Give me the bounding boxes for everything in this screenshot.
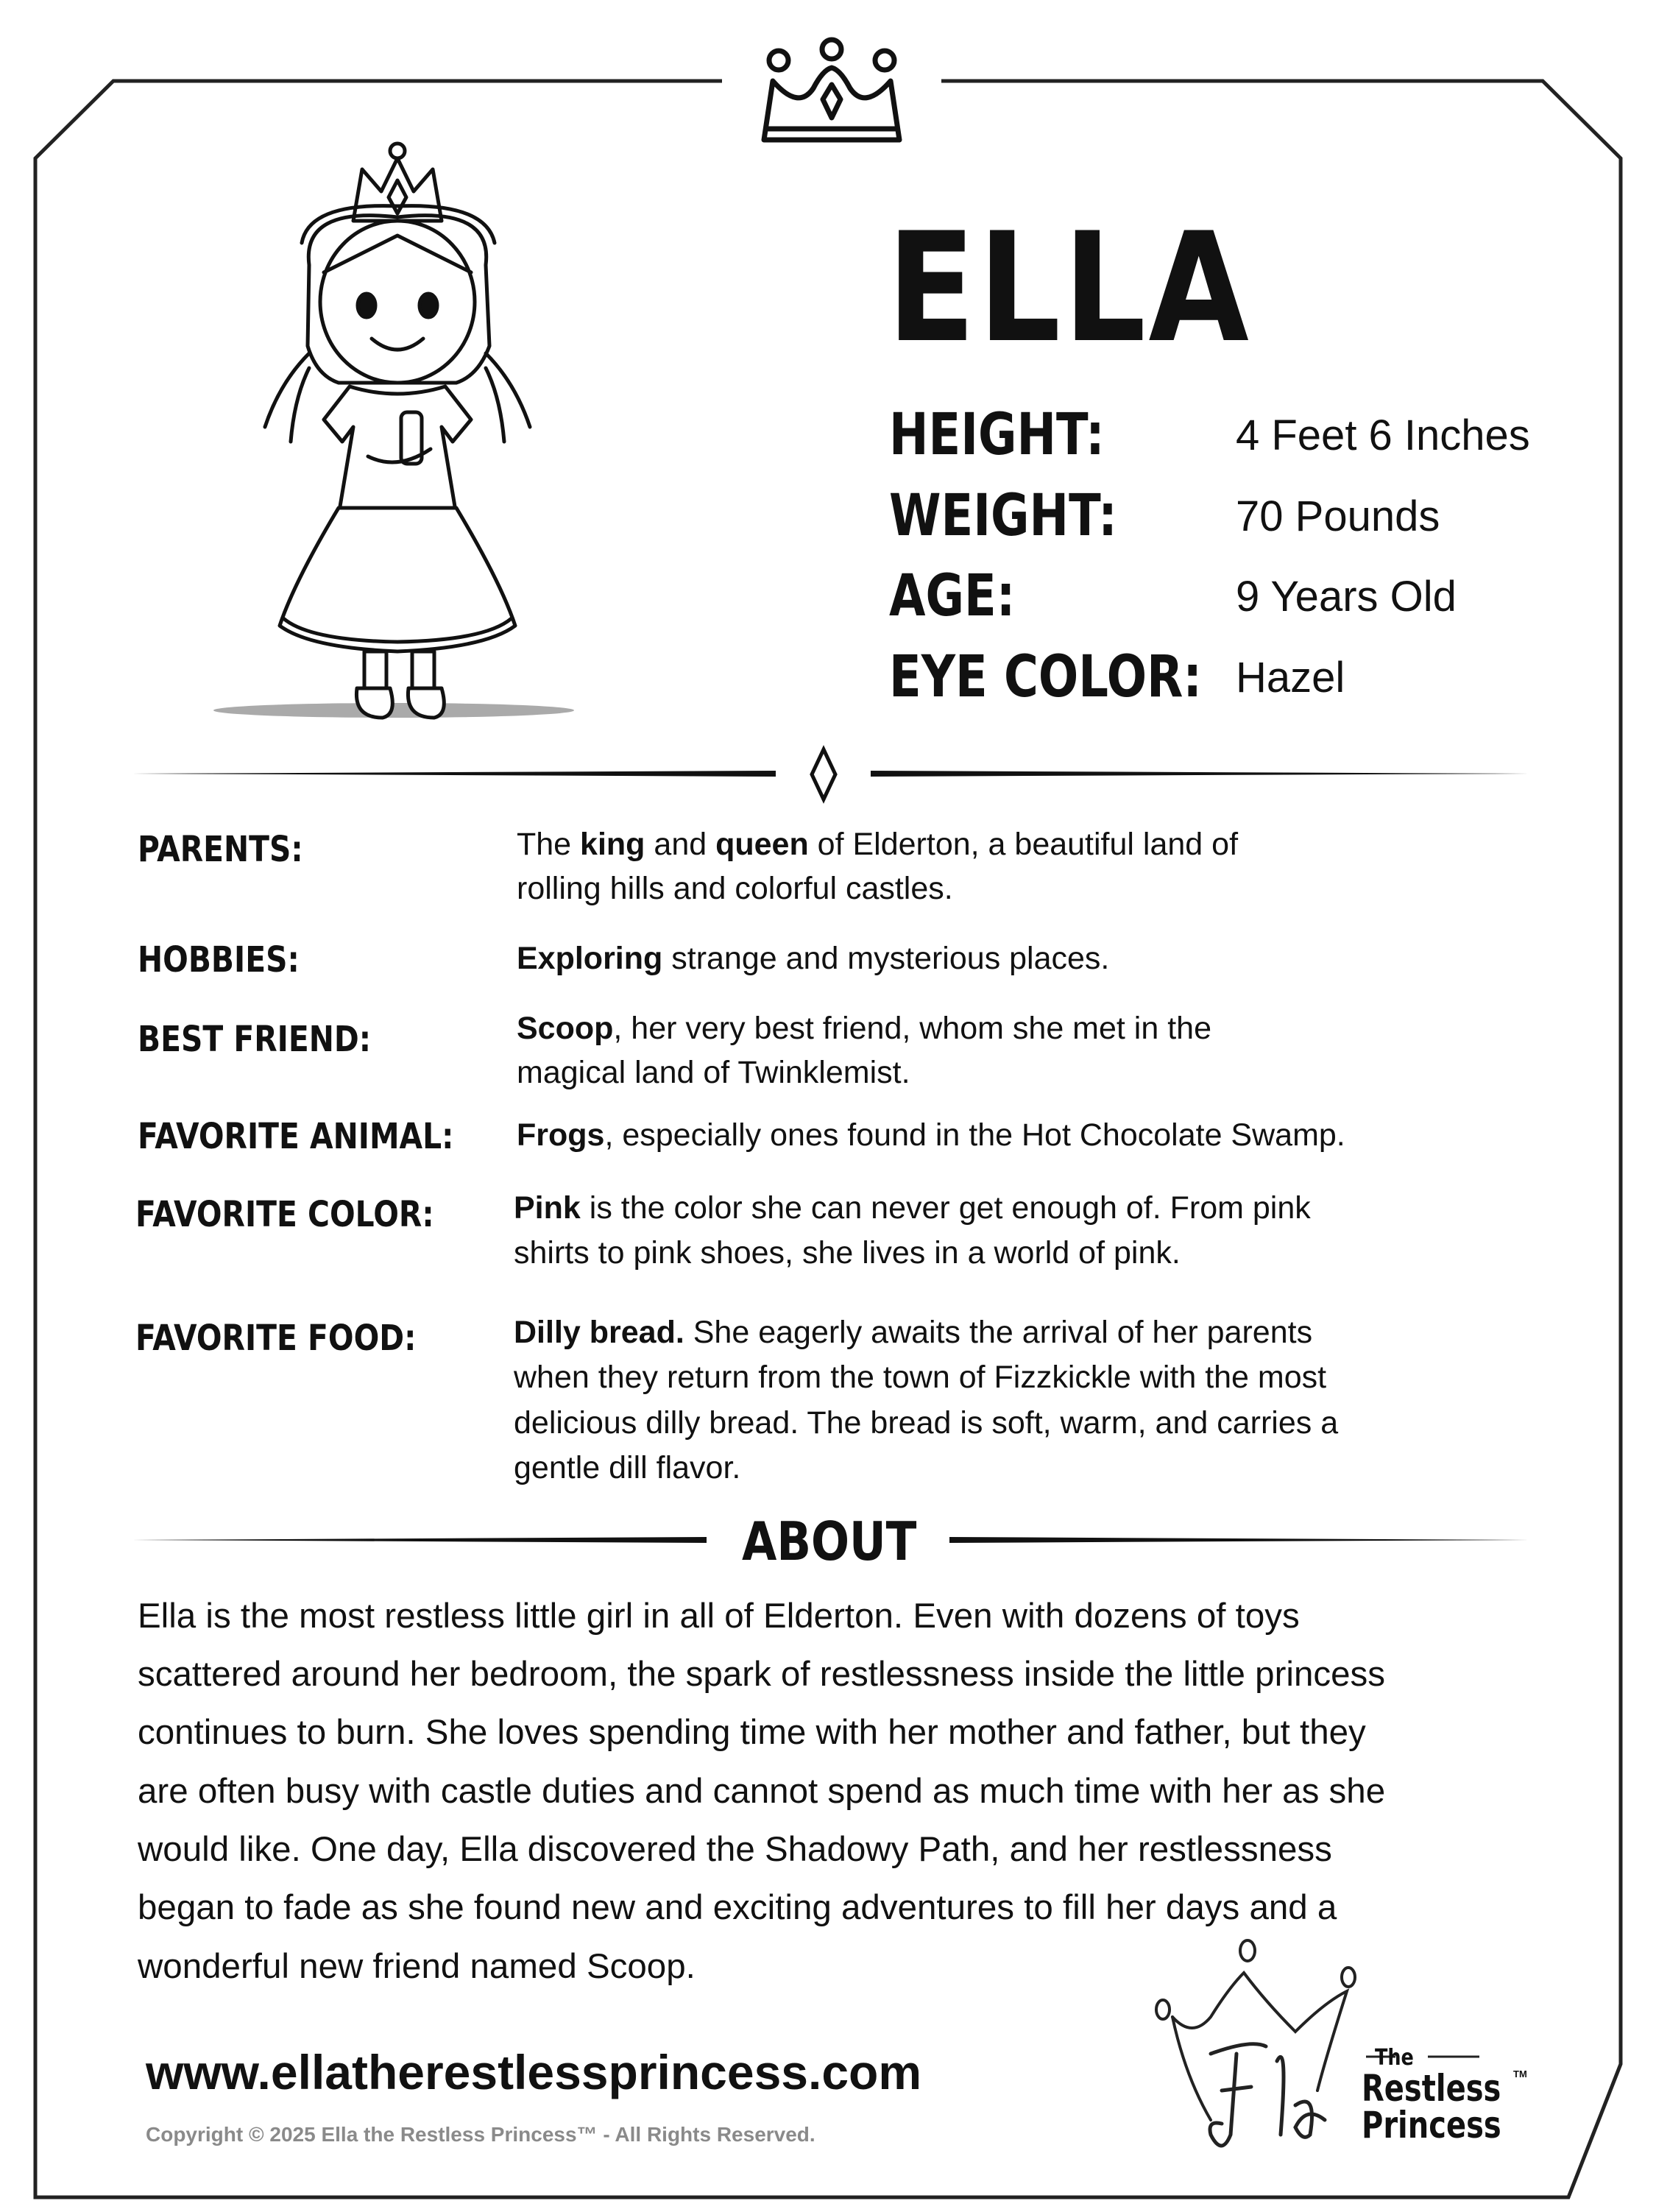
logo-restless: Restless — [1362, 2067, 1501, 2110]
page-title: ELLA — [887, 201, 1252, 376]
princess-illustration — [213, 144, 574, 718]
logo-script-ella — [1210, 2044, 1325, 2146]
label-hobbies: HOBBIES: — [138, 939, 300, 980]
logo-trademark: TM — [1513, 2068, 1527, 2080]
crown-icon — [764, 40, 899, 140]
value-favorite-food-line3: delicious dilly bread. The bread is soft, warm, and carries a — [514, 1405, 1339, 1441]
label-parents: PARENTS: — [138, 829, 303, 870]
stat-value-eye-color: Hazel — [1236, 654, 1345, 702]
label-best-friend: BEST FRIEND: — [138, 1019, 372, 1060]
value-best-friend: Scoop, her very best friend, whom she met in the — [517, 1011, 1211, 1046]
about-line: Ella is the most restless little girl in all of Elderton. Even with dozens of toys — [138, 1597, 1300, 1636]
about-line: began to fade as she found new and exciting adventures to fill her days and a — [138, 1888, 1337, 1927]
label-favorite-color: FAVORITE COLOR: — [135, 1194, 434, 1235]
about-line: are often busy with castle duties and cannot spend as much time with her as she — [138, 1772, 1386, 1811]
copyright-text: Copyright © 2025 Ella the Restless Princess™ - All Rights Reserved. — [146, 2123, 815, 2146]
website-link[interactable]: www.ellatherestlessprincess.com — [146, 2045, 922, 2099]
logo-the: The — [1375, 2045, 1414, 2071]
value-favorite-color: Pink is the color she can never get enough of. From pink — [514, 1190, 1311, 1226]
value-favorite-food: Dilly bread. She eagerly awaits the arrival of her parents — [514, 1315, 1313, 1350]
stat-value-age: 9 Years Old — [1236, 573, 1457, 621]
stat-value-weight: 70 Pounds — [1236, 492, 1440, 540]
about-line: continues to burn. She loves spending time with her mother and father, but they — [138, 1713, 1366, 1752]
divider-top — [132, 749, 1529, 799]
value-parents: The king and queen of Elderton, a beautiful land of — [517, 827, 1239, 862]
about-heading: ABOUT — [742, 1510, 917, 1572]
about-line: scattered around her bedroom, the spark of restlessness inside the little princess — [138, 1655, 1386, 1694]
logo-princess: Princess — [1362, 2104, 1501, 2146]
value-favorite-color-line2: shirts to pink shoes, she lives in a world of pink. — [514, 1235, 1181, 1271]
stat-value-height: 4 Feet 6 Inches — [1236, 411, 1530, 459]
label-favorite-food: FAVORITE FOOD: — [135, 1318, 417, 1359]
label-favorite-animal: FAVORITE ANIMAL: — [138, 1116, 454, 1157]
stat-label-weight: WEIGHT: — [889, 483, 1117, 549]
stat-label-age: AGE: — [889, 563, 1016, 629]
value-parents-line2: rolling hills and colorful castles. — [517, 871, 953, 906]
value-favorite-food-line4: gentle dill flavor. — [514, 1450, 741, 1485]
value-favorite-animal: Frogs, especially ones found in the Hot Chocolate Swamp. — [517, 1117, 1345, 1153]
value-hobbies: Exploring strange and mysterious places. — [517, 941, 1110, 976]
value-favorite-food-line2: when they return from the town of Fizzkickle with the most — [514, 1360, 1327, 1395]
stat-label-eye-color: EYE COLOR: — [889, 644, 1202, 710]
value-best-friend-line2: magical land of Twinklemist. — [517, 1055, 910, 1090]
about-line: wonderful new friend named Scoop. — [138, 1947, 696, 1986]
logo-crown-icon — [1156, 1940, 1355, 2120]
about-line: would like. One day, Ella discovered the Shadowy Path, and her restlessness — [138, 1830, 1332, 1869]
stat-label-height: HEIGHT: — [889, 402, 1105, 468]
